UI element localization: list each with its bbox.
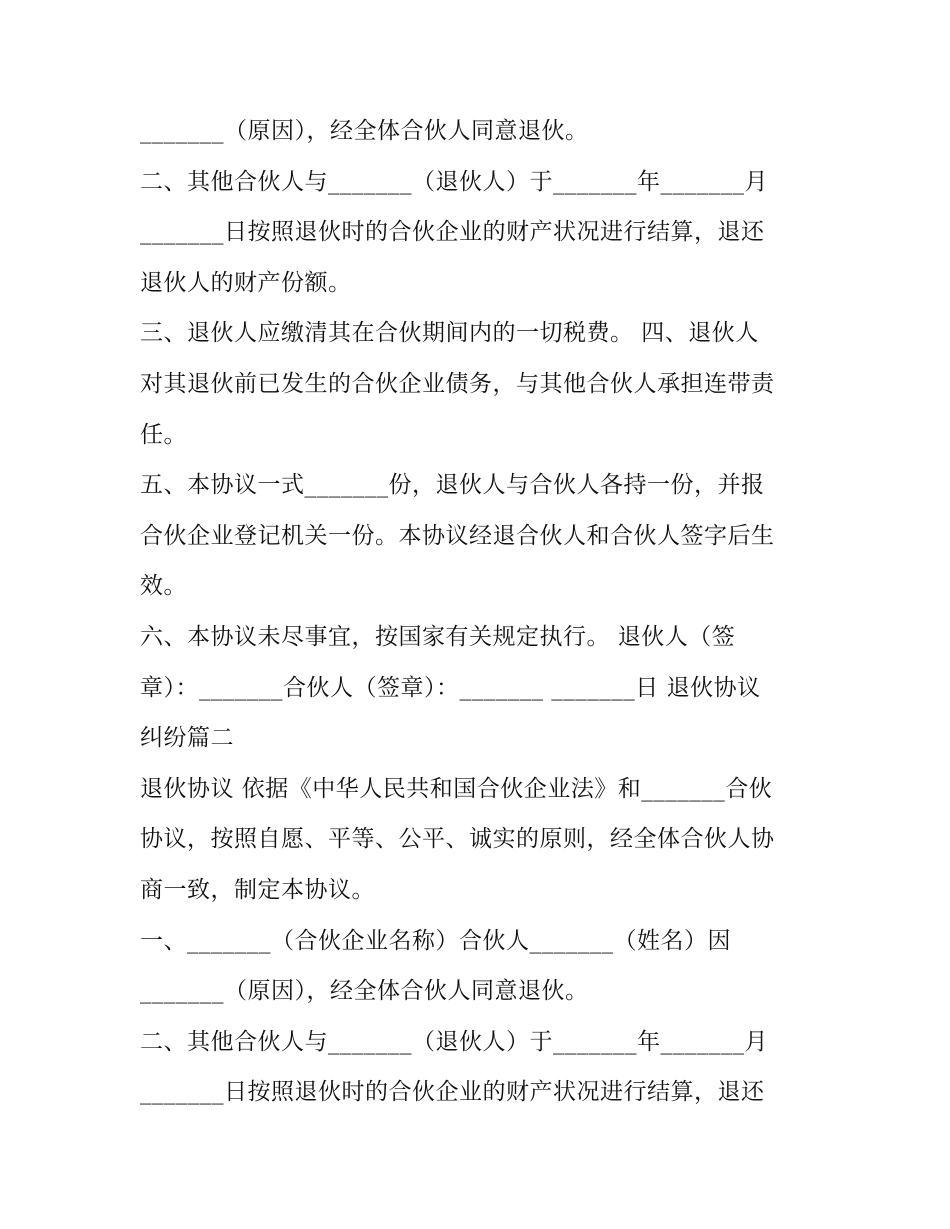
text-line: _______日按照退伙时的合伙企业的财产状况进行结算，退还 (140, 219, 765, 246)
text-line: 退伙协议 依据《中华人民共和国合伙企业法》和_______合伙 (140, 775, 773, 802)
text-line: _______（原因），经全体合伙人同意退伙。 (140, 978, 589, 1005)
text-line: _______日按照退伙时的合伙企业的财产状况进行结算，退还 (140, 1079, 765, 1106)
text-line: 二、其他合伙人与_______（退伙人）于_______年_______月 (140, 168, 768, 195)
text-line: _______（原因），经全体合伙人同意退伙。 (140, 118, 589, 144)
text-line: 五、本协议一式_______份，退伙人与合伙人各持一份，并报 (140, 472, 765, 499)
text-line: 效。 (140, 573, 187, 600)
text-line: 协议，按照自愿、平等、公平、诚实的原则，经全体合伙人协 (140, 826, 775, 853)
text-line: 任。 (140, 421, 187, 448)
section-heading: 纠纷篇二 (140, 725, 234, 752)
text-line: 一、_______（合伙企业名称）合伙人_______（姓名）因 (140, 927, 731, 954)
text-line: 章）：_______合伙人（签章）：_______ _______日 退伙协议 (140, 674, 761, 701)
document-body (140, 112, 820, 1124)
text-line: 商一致，制定本协议。 (140, 876, 375, 903)
text-line: 合伙企业登记机关一份。本协议经退合伙人和合伙人签字后生 (140, 522, 775, 549)
text-line: 六、本协议未尽事宜，按国家有关规定执行。 退伙人（签 (140, 623, 736, 650)
text-line: 二、其他合伙人与_______（退伙人）于_______年_______月 (140, 1028, 768, 1055)
text-line: 退伙人的财产份额。 (140, 269, 352, 296)
text-line: 对其退伙前已发生的合伙企业债务，与其他合伙人承担连带责 (140, 370, 775, 397)
text-line: 三、退伙人应缴清其在合伙期间内的一切税费。 四、退伙人 (140, 320, 759, 347)
